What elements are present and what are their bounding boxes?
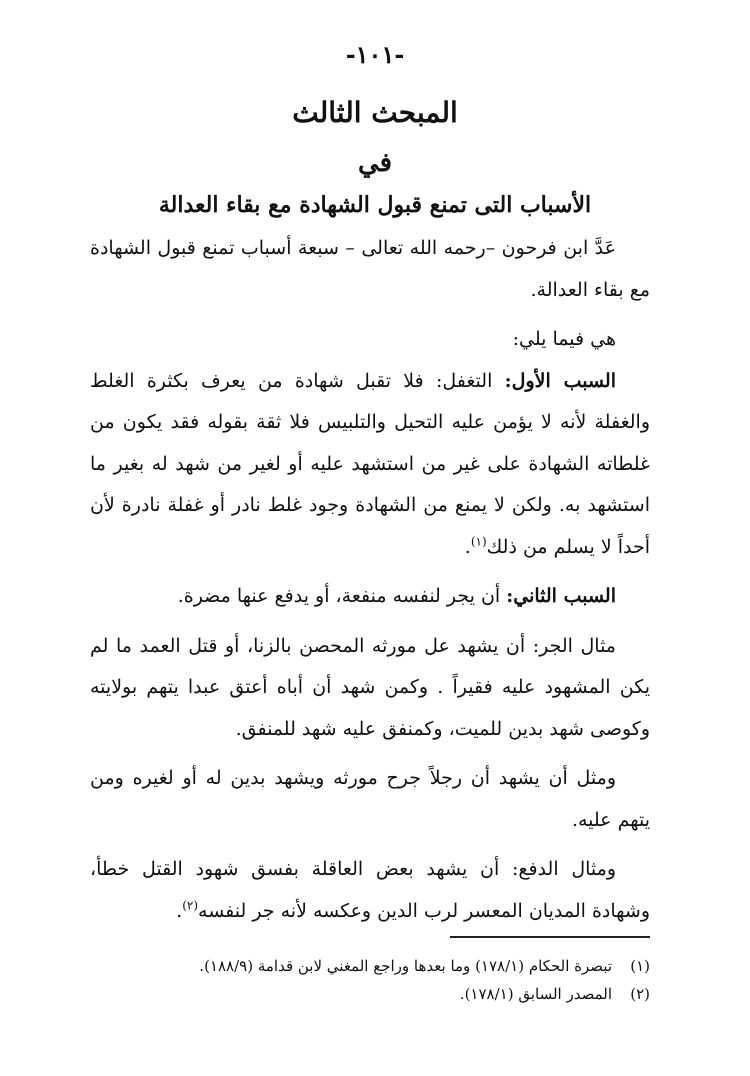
reason-1-label: السبب الأول: xyxy=(504,369,616,392)
example-daf-end: . xyxy=(176,899,183,922)
footnote-1 xyxy=(90,952,650,980)
footnote-1-number: (١) xyxy=(630,957,650,975)
example-daf-text: ومثال الدفع: أن يشهد بعض العاقلة بفسق شهود القتل خطأ، وشهادة المديان المعسر لرب الدين وعكسه لأنه جر لنفسه xyxy=(90,858,650,922)
footnote-ref-2: (٢) xyxy=(182,898,199,913)
example-wound-paragraph: ومثل أن يشهد أن رجلاً جرح مورثه ويشهد بدين له أو لغيره ومن يتهم عليه. xyxy=(90,767,650,831)
footnote-ref-1: (١) xyxy=(470,534,487,549)
intro-paragraph: عَدَّ ابن فرحون –رحمه الله تعالى – سبعة أسباب تمنع قبول الشهادة مع بقاء العدالة. xyxy=(90,237,650,301)
example-jar-paragraph: مثال الجر: أن يشهد عل مورثه المحصن بالزنا، أو قتل العمد ما لم يكن المشهود عليه فقيراً . وكمن شهد أن أباه أعتق عبدا يتهم بولايته وكوصى شهد بدين للميت، وكمنفق عليه شهد للمنفق. xyxy=(90,634,650,740)
section-connector: في xyxy=(357,148,393,178)
reason-2-text: أن يجر لنفسه منفعة، أو يدفع عنها مضرة. xyxy=(177,585,501,607)
footnote-separator xyxy=(450,936,650,938)
intro-list-lead: هي فيما يلي: xyxy=(512,328,616,350)
footnote-2-text: المصدر السابق (١٧٨/١). xyxy=(459,985,612,1003)
footnote-1-text: تبصرة الحكام (١٧٨/١) وما بعدها وراجع المغني لابن قدامة (١٨٨/٩). xyxy=(199,957,612,975)
body-text xyxy=(90,228,650,932)
footnote-2-number: (٢) xyxy=(630,985,650,1003)
footnotes xyxy=(90,952,650,1008)
reason-1-paragraph: السبب الأول: التغفل: فلا تقبل شهادة من يعرف بكثرة الغلط والغفلة لأنه لا يؤمن عليه التحيل والتلبيس فلا ثقة بقوله فقد يكون من غلطاته الشهادة على غير من استشهد عليه أو لغير من شهد له بغير ما استشهد به. ولكن لا يمنع من الشهادة وجود غلط نادر أو غفلة نادرة لأن أحداً لا يسلم من ذلك$^{(١)}$. xyxy=(90,369,650,558)
reason-2-paragraph xyxy=(90,576,650,618)
reason-2-label: السبب الثاني: xyxy=(506,585,616,607)
example-daf-paragraph xyxy=(90,849,650,932)
footnote-2 xyxy=(90,980,650,1008)
section-title: المبحث الثالث xyxy=(292,96,458,129)
reason-1-text: التغفل: فلا تقبل شهادة من يعرف بكثرة الغلط والغفلة لأنه لا يؤمن عليه التحيل والتلبيس فلا ثقة بقوله فقد يكون من غلطاته الشهادة على غير من استشهد عليه أو لغير من شهد له بغير ما استشهد به. ولكن لا يمنع من الشهادة وجود غلط نادر أو غفلة نادرة لأن أحداً لا يسلم من ذلك xyxy=(90,369,650,558)
page-number: -١٠١- xyxy=(345,40,405,69)
section-topic: الأسباب التى تمنع قبول الشهادة مع بقاء العدالة xyxy=(158,192,592,218)
